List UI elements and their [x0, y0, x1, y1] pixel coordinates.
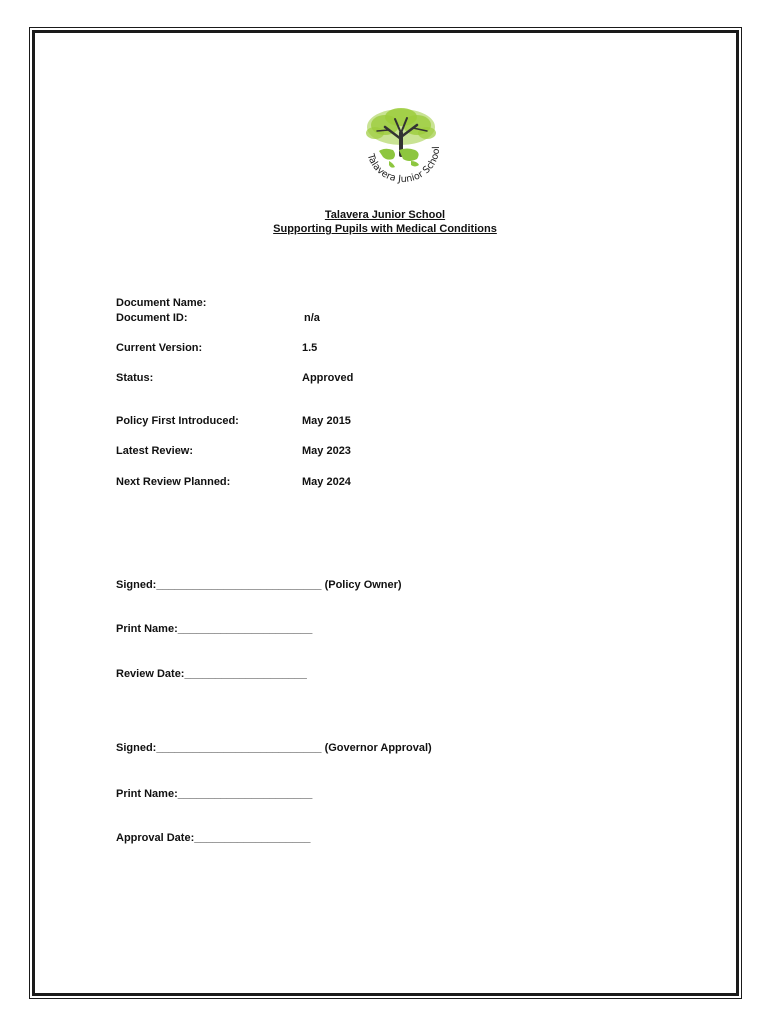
policy-owner-print-name-line: Print Name:______________________ [116, 623, 313, 635]
school-logo [349, 103, 453, 193]
document-id-label: Document ID: [116, 312, 188, 324]
latest-review-label: Latest Review: [116, 445, 194, 457]
school-name: Talavera Junior School [324, 209, 446, 221]
page-title: Supporting Pupils with Medical Conditions [273, 223, 497, 235]
status-value: Approved [302, 372, 354, 384]
next-review-label: Next Review Planned: [116, 476, 231, 488]
approval-date-line: Approval Date:___________________ [116, 832, 311, 844]
document-id-value: n/a [304, 312, 320, 324]
first-introduced-label: Policy First Introduced: [116, 415, 239, 427]
logo-text: Talavera Junior School [364, 146, 443, 186]
first-introduced-value: May 2015 [302, 415, 351, 427]
status-label: Status: [116, 372, 154, 384]
document-name-label: Document Name: [116, 297, 207, 309]
current-version-label: Current Version: [116, 342, 203, 354]
governor-signature-line: Signed:___________________________ (Governor Approval) [116, 742, 432, 754]
review-date-line: Review Date:____________________ [116, 668, 307, 680]
current-version-value: 1.5 [302, 342, 318, 354]
next-review-value: May 2024 [302, 476, 351, 488]
document-title-block [0, 208, 770, 236]
latest-review-value: May 2023 [302, 445, 351, 457]
governor-print-name-line: Print Name:______________________ [116, 788, 313, 800]
policy-owner-signature-line: Signed:___________________________ (Policy Owner) [116, 579, 402, 591]
